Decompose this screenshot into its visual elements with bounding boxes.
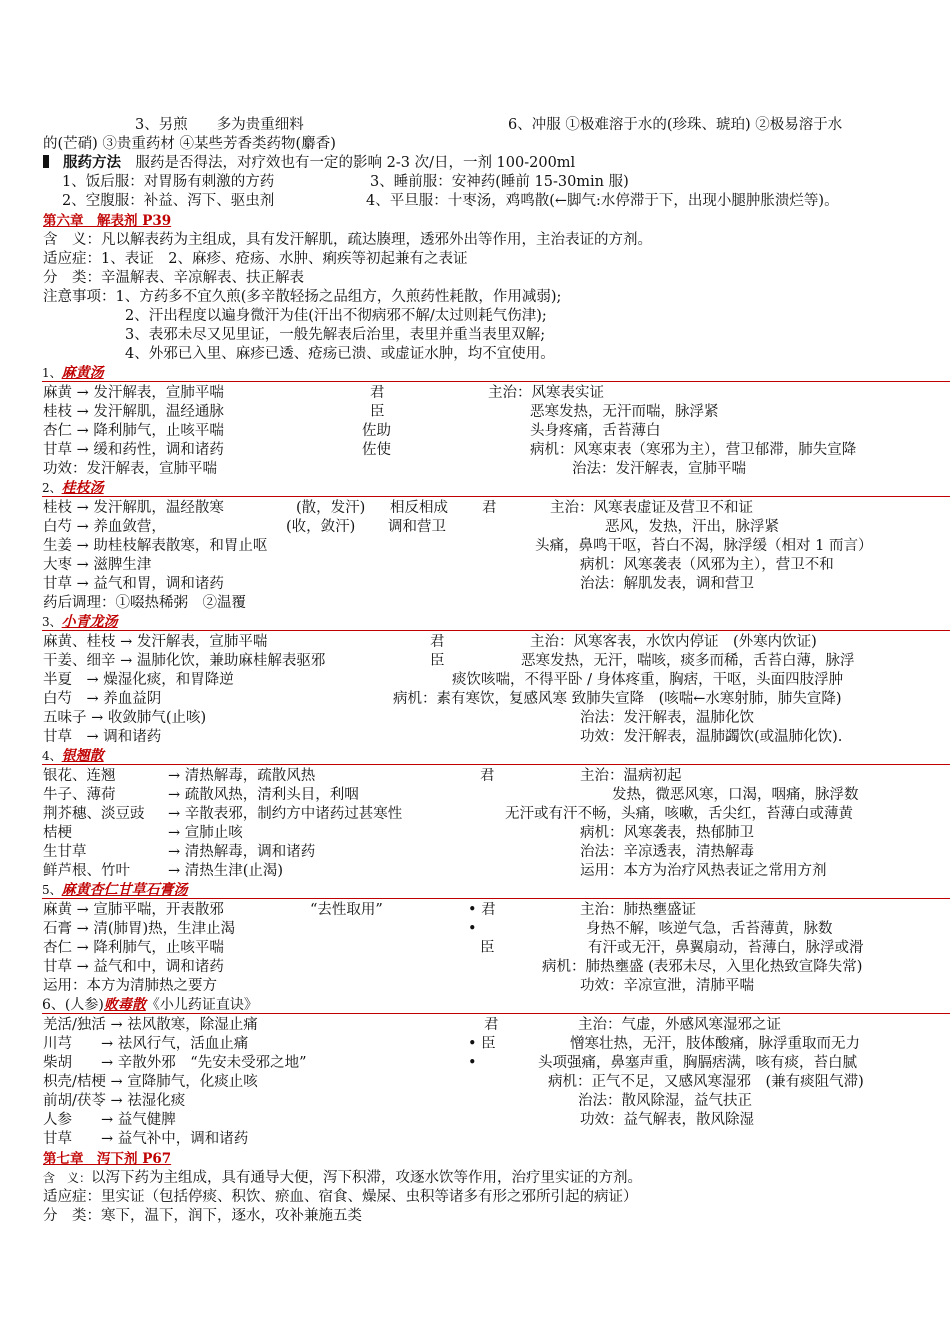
herb-line: 甘草 → 益气和中，调和诸药 — [43, 959, 224, 975]
note-line: 恶寒发热，无汗而喘，脉浮紧 — [530, 404, 719, 420]
herb-line: 五味子 → 收敛肺气(止咳) — [43, 710, 207, 726]
note-line: 头身疼痛，舌苔薄白 — [530, 423, 661, 439]
herb-name: 桔梗 — [43, 825, 72, 841]
note-line: (收，敛汗) — [286, 519, 356, 535]
herb-line: 甘草 → 调和诸药 — [43, 729, 162, 745]
herb-line: 麻黄、桂枝 → 发汗解表，宣肺平喘 — [43, 634, 268, 650]
formula-title: 1、麻黄汤 — [42, 365, 104, 381]
text-line: 6、冲服 ①极难溶于水的(珍珠、琥珀) ②极易溶于水 — [508, 117, 843, 133]
text-line: 1、饭后服：对胃肠有刺激的方药 — [62, 174, 275, 190]
text-line: 适应症：1、表证 2、麻疹、疮疡、水肿、痢疾等初起兼有之表证 — [43, 251, 468, 267]
herb-line: 石膏 → 清(肺胃)热，生津止渴 — [43, 921, 236, 937]
herb-line: 甘草 → 缓和药性，调和诸药 — [43, 442, 224, 458]
divider — [42, 381, 950, 382]
herb-name: 银花、连翘 — [43, 768, 116, 784]
herb-name: 鲜芦根、竹叶 — [43, 863, 130, 879]
herb-action: → 清热生津(止渴) — [168, 863, 284, 879]
herb-name: 生甘草 — [43, 844, 87, 860]
role-label: 君 — [370, 385, 385, 401]
role-label: 君 — [484, 1017, 499, 1033]
note-line: 痰饮咳喘，不得平卧 / 身体疼重，胸痞，干呕，头面四肢浮肿 — [452, 672, 844, 688]
note-line: 运用：本方为治疗风热表证之常用方剂 — [580, 863, 827, 879]
note-line: 病机：风寒束表（寒邪为主），营卫郁滞，肺失宣降 — [530, 442, 857, 458]
note-line: 身热不解，咳逆气急，舌苔薄黄，脉数 — [586, 921, 833, 937]
herb-line: 前胡/茯苓 → 祛湿化痰 — [43, 1093, 186, 1109]
herb-action: → 清热解毒，调和诸药 — [168, 844, 316, 860]
note-line: “去性取用” — [310, 902, 383, 918]
herb-line: 甘草 → 益气补中，调和诸药 — [43, 1131, 249, 1147]
note-line: 治法：发汗解表，宣肺平喘 — [572, 461, 746, 477]
note-line: 主治：风寒客表，水饮内停证 (外寒内饮证) — [530, 634, 817, 650]
note-line: 功效：辛凉宣泄，清肺平喘 — [580, 978, 754, 994]
note-line: 相反相成 — [390, 500, 448, 516]
herb-line: 川芎 → 祛风行气，活血止痛 — [43, 1036, 249, 1052]
note-line: 恶寒发热，无汗，喘咳，痰多而稀，舌苔白薄，脉浮 — [521, 653, 855, 669]
herb-action: → 清热解毒，疏散风热 — [168, 768, 316, 784]
text-line: 分 类：辛温解表、辛凉解表、扶正解表 — [43, 270, 304, 286]
role-label: • — [468, 921, 477, 937]
role-label: 佐使 — [362, 442, 391, 458]
role-label: 臣 — [430, 653, 445, 669]
text-line: 分 类：寒下，温下，润下，逐水，攻补兼施五类 — [43, 1208, 362, 1224]
herb-line: 白芍 → 养血益阴 — [43, 691, 162, 707]
role-label: 臣 — [370, 404, 385, 420]
note-line: 主治：风寒表实证 — [488, 385, 604, 401]
herb-line: 白芍 → 养血敛营， — [43, 519, 166, 535]
chapter-title: 第六章 解表剂 P39 — [43, 213, 172, 229]
text-line: 注意事项：1、方药多不宜久煎(多辛散轻扬之品组方，久煎药性耗散，作用减弱); — [43, 289, 562, 305]
note-line: 病机：正气不足，又感风寒湿邪 (兼有痰阻气滞) — [548, 1074, 864, 1090]
note-line: 主治：肺热壅盛证 — [580, 902, 696, 918]
note-line: 治法：解肌发表，调和营卫 — [580, 576, 754, 592]
note-line: 治法：发汗解表，温肺化饮 — [580, 710, 754, 726]
note-line: 发热，微恶风寒，口渴，咽痛，脉浮数 — [612, 787, 859, 803]
note-line: 功效：益气解表，散风除湿 — [580, 1112, 754, 1128]
divider — [42, 898, 950, 899]
text-line: 3、表邪未尽又见里证，一般先解表后治里，表里并重当表里双解; — [125, 327, 546, 343]
note-line: 有汗或无汗，鼻翼扇动，苔薄白，脉浮或滑 — [588, 940, 864, 956]
herb-line: 甘草 → 益气和胃，调和诸药 — [43, 576, 224, 592]
text-line: 适应症：里实证（包括停痰、积饮、瘀血、宿食、燥屎、虫积等诸多有形之邪所引起的病证） — [43, 1189, 638, 1205]
divider — [42, 496, 950, 497]
section-heading — [43, 154, 575, 172]
role-label: 佐助 — [362, 423, 391, 439]
text-line: 3、另煎 多为贵重细料 — [135, 117, 304, 133]
herb-line: 桂枝 → 发汗解肌，温经散寒 — [43, 500, 224, 516]
note-line: 主治：风寒表虚证及营卫不和证 — [550, 500, 753, 516]
herb-action: → 宣肺止咳 — [168, 825, 243, 841]
herb-line: 干姜、细辛 → 温肺化饮，兼助麻桂解表驱邪 — [43, 653, 326, 669]
method-title: 服药方法 — [63, 154, 121, 171]
note-line: (散，发汗) — [296, 500, 366, 516]
note-line: 头项强痛，鼻塞声重，胸膈痞满，咳有痰，苔白腻 — [538, 1055, 857, 1071]
note-line: 治法：散风除湿，益气扶正 — [578, 1093, 752, 1109]
note-line: 头痛，鼻鸣干呕，苔白不渴，脉浮缓（相对 1 而言） — [535, 538, 873, 554]
text-line: 含 义：以泻下药为主组成，具有通导大便，泻下积滞，攻逐水饮等作用，治疗里实证的方剂。 — [43, 1170, 643, 1186]
text-line: 运用：本方为清肺热之要方 — [43, 978, 217, 994]
text-line: 的(芒硝) ③贵重药材 ④某些芳香类药物(麝香) — [43, 136, 336, 152]
role-label: 君 — [480, 768, 495, 784]
herb-line: 枳壳/桔梗 → 宣降肺气，化痰止咳 — [43, 1074, 258, 1090]
note-line: 调和营卫 — [388, 519, 446, 535]
text-line: 4、外邪已入里、麻疹已透、疮疡已溃、或虚证水肿，均不宜使用。 — [125, 346, 555, 362]
formula-title: 2、桂枝汤 — [42, 480, 104, 496]
herb-line: 功效：发汗解表，宣肺平喘 — [43, 461, 217, 477]
note-line: 病机：风寒袭表，热郁肺卫 — [580, 825, 754, 841]
role-label: 臣 — [480, 940, 495, 956]
method-text: 服药是否得法，对疗效也有一定的影响 2-3 次/日，一剂 100-200ml — [135, 155, 576, 171]
herb-line: 麻黄 → 宣肺平喘，开表散邪 — [43, 902, 224, 918]
text-line: 2、空腹服：补益、泻下、驱虫剂 — [62, 193, 275, 209]
herb-action: → 疏散风热，清利头目，利咽 — [168, 787, 359, 803]
note-line: 病机：风寒袭表（风邪为主），营卫不和 — [580, 557, 834, 573]
text-line: 3、睡前服：安神药(睡前 15-30min 服) — [370, 174, 629, 190]
herb-name: 牛子、薄荷 — [43, 787, 116, 803]
divider — [42, 630, 950, 631]
herb-line: 人参 → 益气健脾 — [43, 1112, 176, 1128]
text-line: 含 义：凡以解表药为主组成，具有发汗解肌，疏达腠理，透邪外出等作用，主治表证的方剂。 — [43, 232, 652, 248]
herb-line: 杏仁 → 降利肺气，止咳平喘 — [43, 940, 224, 956]
herb-line: 半夏 → 燥湿化痰，和胃降逆 — [43, 672, 234, 688]
text-line: 4、平旦服：十枣汤，鸡鸣散(←脚气:水停滞于下，出现小腿肿胀溃烂等)。 — [366, 193, 839, 209]
herb-name: 荆芥穗、淡豆豉 — [43, 806, 145, 822]
herb-line: 羌活/独活 → 祛风散寒，除湿止痛 — [43, 1017, 258, 1033]
formula-title: 6、(人参)败毒散《小儿药证直诀》 — [42, 997, 258, 1013]
formula-title: 3、小青龙汤 — [42, 614, 118, 630]
note-line: 病机：肺热壅盛 (表邪未尽，入里化热致宣降失常) — [542, 959, 863, 975]
formula-title: 5、麻黄杏仁甘草石膏汤 — [42, 882, 188, 898]
note-line: 治法：辛凉透表，清热解毒 — [580, 844, 754, 860]
divider — [42, 764, 950, 765]
note-line: 无汗或有汗不畅，头痛，咳嗽，舌尖红，苔薄白或薄黄 — [505, 806, 853, 822]
bullet-square-icon — [43, 155, 49, 168]
note-line: 病机：素有寒饮，复感风寒 致肺失宣降 (咳喘←水寒射肺，肺失宣降) — [393, 691, 842, 707]
chapter-title: 第七章 泻下剂 P67 — [43, 1151, 172, 1167]
herb-action: → 辛散表邪，制约方中诸药过甚寒性 — [168, 806, 403, 822]
herb-line: 大枣 → 滋脾生津 — [43, 557, 152, 573]
herb-line: 桂枝 → 发汗解肌，温经通脉 — [43, 404, 224, 420]
note-line: 主治：温病初起 — [580, 768, 682, 784]
role-label: 君 — [482, 500, 497, 516]
role-label: • — [468, 1055, 477, 1071]
herb-line: 杏仁 → 降利肺气，止咳平喘 — [43, 423, 224, 439]
note-line: 憎寒壮热，无汗，肢体酸痛，脉浮重取而无力 — [570, 1036, 860, 1052]
note-line: 功效：发汗解表，温肺蠲饮(或温肺化饮). — [580, 729, 843, 745]
divider — [42, 1013, 950, 1014]
herb-line: 生姜 → 助桂枝解表散寒，和胃止呕 — [43, 538, 268, 554]
note-line: 恶风，发热，汗出，脉浮紧 — [605, 519, 779, 535]
role-label: 君 — [430, 634, 445, 650]
formula-title: 4、银翘散 — [42, 748, 104, 764]
text-line: 药后调理：①啜热稀粥 ②温覆 — [43, 595, 246, 611]
role-label: • 君 — [468, 902, 496, 918]
note-line: 主治：气虚，外感风寒湿邪之证 — [578, 1017, 781, 1033]
text-line: 2、汗出程度以遍身微汗为佳(汗出不彻病邪不解/太过则耗气伤津); — [125, 308, 547, 324]
role-label: • 臣 — [468, 1036, 496, 1052]
herb-line: 柴胡 → 辛散外邪 “先安未受邪之地” — [43, 1055, 307, 1071]
herb-line: 麻黄 → 发汗解表，宣肺平喘 — [43, 385, 224, 401]
